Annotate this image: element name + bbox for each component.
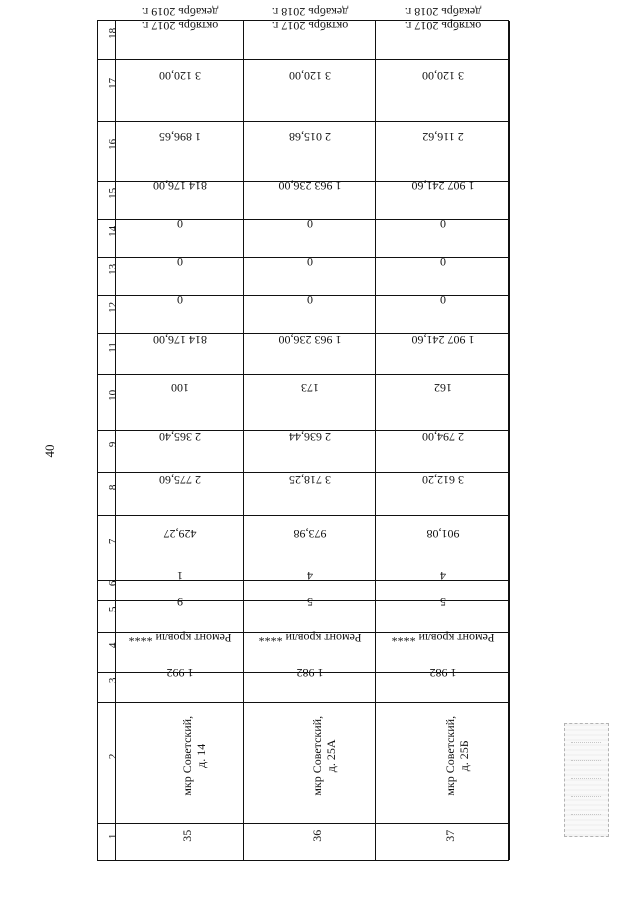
- cell-row35-col1: 35: [180, 829, 194, 842]
- cell-row37-col16: 2 116,62: [422, 129, 464, 144]
- cell-row36-col2: мкр Советский, д. 25А: [310, 715, 339, 796]
- cell-row37-col17: 3 120,00: [422, 68, 464, 83]
- cell-row35-col10: 100: [171, 380, 189, 395]
- cell-row36-col16: 2 015,68: [289, 129, 331, 144]
- page-number: 40: [42, 444, 57, 458]
- cell-row35-col18: октябрь 2017 г. декабрь 2019 г.: [141, 4, 219, 33]
- cell-row37-col7: 901,08: [426, 526, 460, 541]
- cell-row37-col11: 1 907 241,60: [411, 332, 475, 347]
- cell-row35-col8: 2 775,60: [159, 472, 201, 487]
- column-number-6: 6: [107, 580, 119, 587]
- column-number-7: 7: [107, 538, 119, 544]
- cell-row35-col3: 1 992: [166, 665, 194, 680]
- cell-row36-col11: 1 963 236,00: [278, 332, 342, 347]
- cell-row36-col17: 3 120,00: [289, 68, 331, 83]
- cell-row35-col14: 0: [177, 216, 183, 231]
- cell-row35-col15: 814 176,00: [153, 178, 207, 193]
- column-number-10: 10: [107, 389, 119, 401]
- cell-row35-col6: 1: [177, 568, 183, 583]
- cell-row37-col8: 3 612,20: [422, 472, 464, 487]
- cell-row37-col3: 1 982: [429, 665, 457, 680]
- column-number-16: 16: [107, 138, 119, 150]
- cell-row35-col11: 814 176,00: [153, 332, 207, 347]
- column-number-1: 1: [107, 833, 119, 839]
- column-number-8: 8: [107, 484, 119, 490]
- cell-row35-col17: 3 120,00: [159, 68, 201, 83]
- column-number-4: 4: [107, 642, 119, 649]
- stamp-mark: [564, 723, 609, 837]
- cell-row35-col5: 9: [177, 594, 183, 609]
- cell-row36-col10: 173: [301, 380, 319, 395]
- cell-row37-col13: 0: [440, 254, 446, 269]
- cell-row36-col18: октябрь 2017 г. декабрь 2018 г.: [271, 4, 349, 33]
- column-number-9: 9: [107, 441, 119, 448]
- column-number-5: 5: [107, 606, 119, 613]
- cell-row35-col12: 0: [177, 292, 183, 307]
- cell-row36-col12: 0: [307, 292, 313, 307]
- grid-line-17: [98, 59, 508, 60]
- cell-row37-col1: 37: [443, 829, 457, 842]
- cell-row35-col16: 1 896,65: [159, 129, 201, 144]
- cell-row37-col6: 4: [440, 568, 446, 583]
- cell-row35-col4: Ремонт кровли ****: [128, 630, 232, 645]
- column-number-2: 2: [107, 753, 119, 759]
- cell-row36-col9: 2 636,44: [289, 429, 331, 444]
- grid-line-16: [98, 121, 508, 122]
- column-number-11: 11: [107, 341, 119, 353]
- cell-row36-col14: 0: [307, 216, 313, 231]
- cell-row36-col1: 36: [310, 829, 324, 842]
- cell-row37-col15: 1 907 241,60: [411, 178, 475, 193]
- document-table: [97, 4, 509, 861]
- cell-row37-col14: 0: [440, 216, 446, 231]
- cell-row35-col2: мкр Советский, д. 14: [180, 715, 209, 796]
- column-number-17: 17: [107, 77, 119, 89]
- cell-row36-col7: 973,98: [293, 526, 327, 541]
- grid-line-10: [98, 374, 508, 375]
- cell-row36-col13: 0: [307, 254, 313, 269]
- cell-row37-col2: мкр Советский, д. 25Б: [443, 715, 472, 796]
- cell-row36-col8: 3 718,25: [289, 472, 331, 487]
- cell-row37-col12: 0: [440, 292, 446, 307]
- grid-line-7: [98, 515, 508, 516]
- column-number-13: 13: [107, 263, 119, 275]
- cell-row37-col9: 2 794,00: [422, 429, 464, 444]
- cell-row35-col9: 2 365,40: [159, 429, 201, 444]
- column-number-14: 14: [107, 225, 119, 237]
- cell-row36-col5: 5: [307, 594, 313, 609]
- cell-row37-col5: 5: [440, 594, 446, 609]
- column-number-18: 18: [107, 27, 119, 39]
- cell-row36-col6: 4: [307, 568, 313, 583]
- cell-row37-col18: октябрь 2017 г. декабрь 2018 г.: [404, 4, 482, 33]
- column-number-12: 12: [107, 301, 119, 313]
- cell-row35-col7: 429,27: [163, 526, 197, 541]
- cell-row35-col13: 0: [177, 254, 183, 269]
- cell-row37-col4: Ремонт кровли ****: [391, 630, 495, 645]
- cell-row37-col10: 162: [434, 380, 452, 395]
- cell-row36-col3: 1 982: [296, 665, 324, 680]
- column-number-15: 15: [107, 187, 119, 199]
- column-number-3: 3: [107, 677, 119, 684]
- cell-row36-col15: 1 963 236,00: [278, 178, 342, 193]
- cell-row36-col4: Ремонт кровли ****: [258, 630, 362, 645]
